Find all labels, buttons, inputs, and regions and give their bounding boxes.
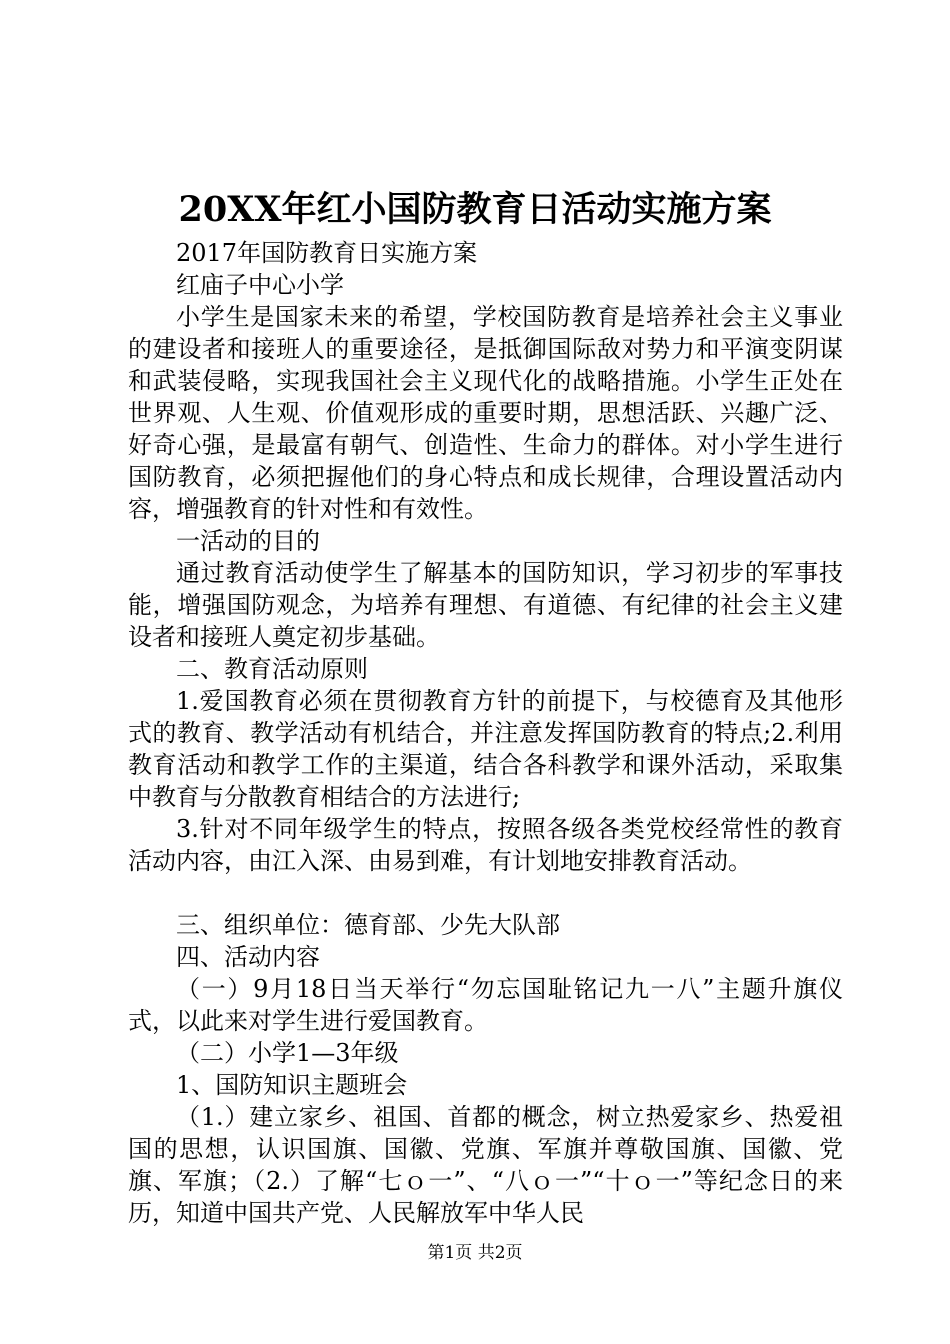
paragraph: （一）9月18日当天举行“勿忘国耻铭记九一八”主题升旗仪式，以此来对学生进行爱国教育。 xyxy=(128,975,843,1035)
paragraph: （1.）建立家乡、祖国、首都的概念，树立热爱家乡、热爱祖国的思想，认识国旗、国徽、党旗、军旗并尊敬国旗、国徽、党旗、军旗；（2.）了解“七ｏ一”、“八ｏ一”“十ｏ一”等纪念日的来历，知道中国共产党、人民解放军中华人民 xyxy=(128,1103,843,1227)
section-heading: 二、教育活动原则 xyxy=(176,655,368,683)
blank-line xyxy=(128,877,843,909)
paragraph: 通过教育活动使学生了解基本的国防知识，学习初步的军事技能，增强国防观念，为培养有理想、有道德、有纪律的社会主义建设者和接班人奠定初步基础。 xyxy=(128,559,843,651)
paragraph: 红庙子中心小学 xyxy=(176,271,344,299)
section-heading: 三、组织单位：德育部、少先大队部 xyxy=(176,911,560,939)
page-footer: 第1页 共2页 xyxy=(427,1243,523,1263)
paragraph: 2017年国防教育日实施方案 xyxy=(176,239,478,267)
subsection-heading: （二）小学1—3年级 xyxy=(176,1039,399,1067)
paragraph: 小学生是国家未来的希望，学校国防教育是培养社会主义事业的建设者和接班人的重要途径，是抵御国际敌对势力和平演变阴谋和武装侵略，实现我国社会主义现代化的战略措施。小学生正处在世界观、人生观、价值观形成的重要时期，思想活跃、兴趣广泛、好奇心强，是最富有朝气、创造性、生命力的群体。对小学生进行国防教育，必须把握他们的身心特点和成长规律，合理设置活动内容，增强教育的针对性和有效性。 xyxy=(128,303,843,523)
paragraph: 3.针对不同年级学生的特点，按照各级各类党校经常性的教育活动内容，由江入深、由易到难，有计划地安排教育活动。 xyxy=(128,815,843,875)
section-heading: 四、活动内容 xyxy=(176,943,320,971)
section-heading: 一活动的目的 xyxy=(176,527,320,555)
document-body xyxy=(128,237,843,1229)
paragraph: 1.爱国教育必须在贯彻教育方针的前提下，与校德育及其他形式的教育、教学活动有机结合，并注意发挥国防教育的特点;2.利用教育活动和教学工作的主渠道，结合各科教学和课外活动，采取集中教育与分散教育相结合的方法进行; xyxy=(128,687,843,811)
document-title: 20XX年红小国防教育日活动实施方案 xyxy=(178,189,772,230)
subsection-heading: 1、国防知识主题班会 xyxy=(176,1071,408,1099)
